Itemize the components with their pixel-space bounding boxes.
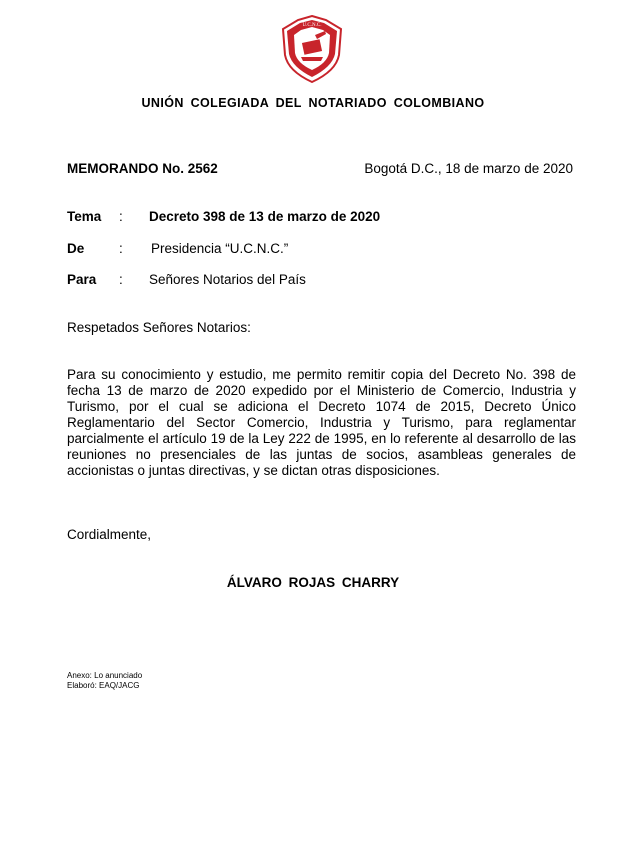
svg-text:U.C.N.C.: U.C.N.C. — [302, 23, 322, 28]
ucnc-seal-logo — [281, 15, 343, 83]
field-label: De — [67, 241, 85, 256]
field-separator: : — [119, 241, 123, 256]
greeting: Respetados Señores Notarios: — [67, 320, 251, 335]
footer-anexo: Anexo: Lo anunciado — [67, 671, 143, 680]
field-separator: : — [119, 209, 123, 224]
field-value: Decreto 398 de 13 de marzo de 2020 — [149, 209, 381, 224]
field-separator: : — [119, 272, 123, 287]
field-value: Señores Notarios del País — [149, 272, 306, 287]
signer-name: ÁLVARO ROJAS CHARRY — [226, 575, 400, 590]
organization-title: UNIÓN COLEGIADA DEL NOTARIADO COLOMBIANO — [141, 96, 485, 110]
body-paragraph: Para su conocimiento y estudio, me permito remitir copia del Decreto No. 398 de fecha 13 de marzo de 2020 expedido por el Ministerio de Comercio, Industria y Turismo, por el cual se adiciona el Decreto 1074 de 2015, Decreto Único Reglamentario del Sector Comercio, Industria y Turismo, para reglamentar parcialmente el artículo 19 de la Ley 222 de 1995, en lo referente al desarrollo de las reuniones no presenciales de las juntas de socios, asambleas generales de accionistas o juntas directivas, y se dictan otras disposiciones. — [67, 367, 576, 478]
field-label: Tema — [67, 209, 102, 224]
closing: Cordialmente, — [67, 527, 152, 542]
footer-elaboro: Elaboró: EAQ/JACG — [67, 681, 140, 690]
field-label: Para — [67, 272, 97, 287]
field-value: Presidencia “U.C.N.C.” — [151, 241, 289, 256]
memo-number: MEMORANDO No. 2562 — [67, 161, 218, 176]
memo-date: Bogotá D.C., 18 de marzo de 2020 — [364, 161, 573, 176]
